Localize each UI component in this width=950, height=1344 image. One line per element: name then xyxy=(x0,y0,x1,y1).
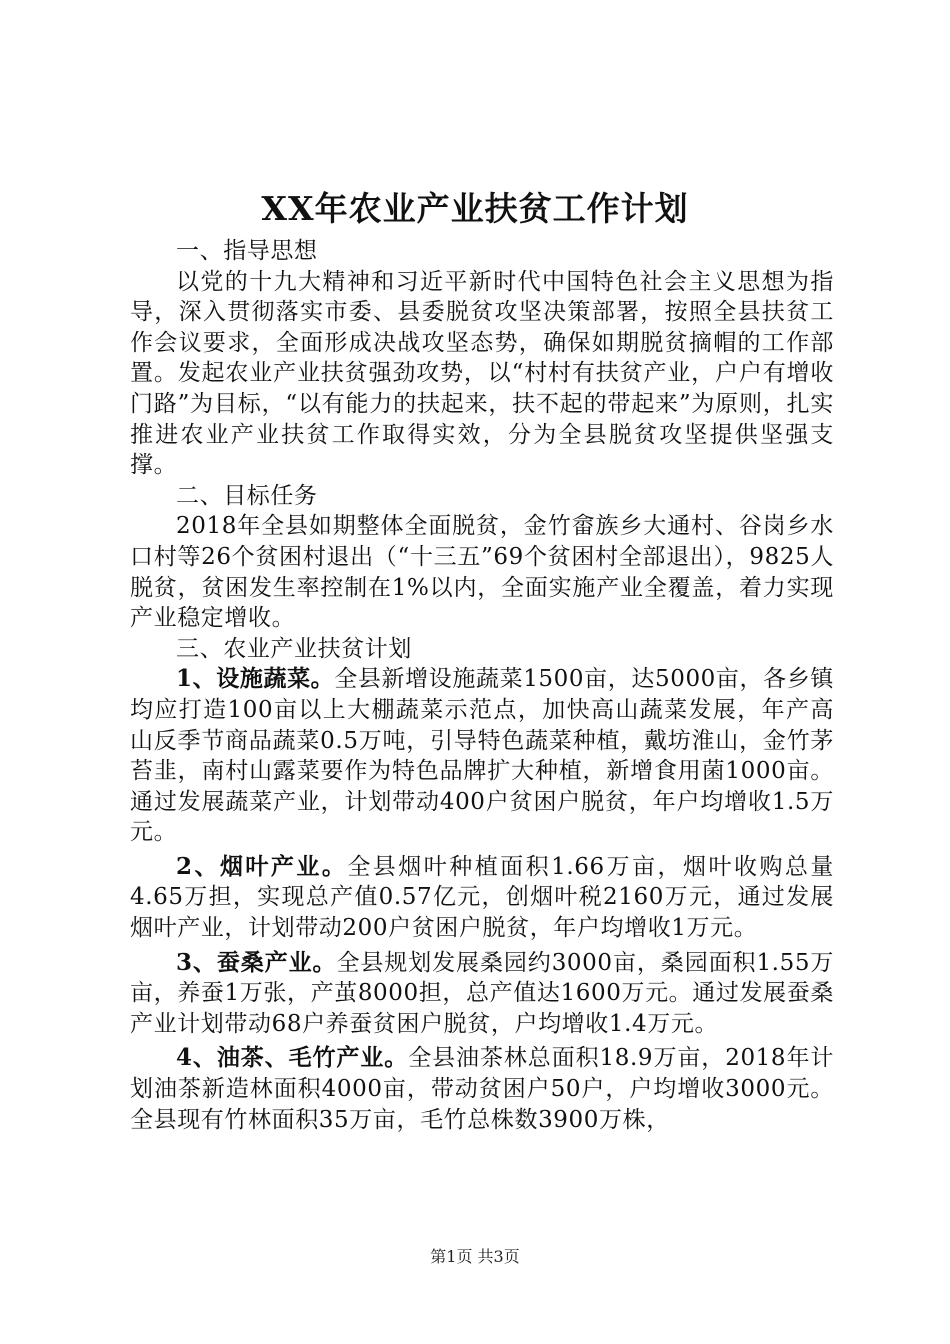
plan-item-vegetables xyxy=(130,664,834,848)
page-footer: 第1页 共3页 xyxy=(430,1247,520,1266)
document-title: XX年农业产业扶贫工作计划 xyxy=(261,189,689,228)
plan-item-text: 全县规划发展桑园约3000亩，桑园面积1.55万亩，养蚕1万张，产茧8000担，总产值达1600万元。通过发展蚕桑产业计划带动68户养蚕贫困户脱贫，户均增收1.4万元。 xyxy=(130,949,834,1037)
paragraph-targets: 2018年全县如期整体全面脱贫，金竹畲族乡大通村、谷岗乡水口村等26个贫困村退出（“十三五”69个贫困村全部退出），9825人脱贫，贫困发生率控制在1%以内，全面实施产业全覆盖，着力实现产业稳定增收。 xyxy=(130,513,834,632)
paragraph-guiding-ideology: 以党的十九大精神和习近平新时代中国特色社会主义思想为指导，深入贯彻落实市委、县委脱贫攻坚决策部署，按照全县扶贫工作会议要求，全面形成决战攻坚态势，确保如期脱贫摘帽的工作部置。发起农业产业扶贫强劲攻势，以“村村有扶贫产业，户户有增收门路”为目标，“以有能力的扶起来，扶不起的带起来”为原则，扎实推进农业产业扶贫工作取得实效，分为全县脱贫攻坚提供坚强支撑。 xyxy=(130,268,834,479)
plan-item-sericulture xyxy=(130,948,834,1040)
section-heading-targets: 二、目标任务 xyxy=(176,482,318,509)
plan-item-text: 全县烟叶种植面积1.66万亩，烟叶收购总量4.65万担，实现总产值0.57亿元，创烟叶税2160万元，通过发展烟叶产业，计划带动200户贫困户脱贫，年户均增收1万元。 xyxy=(130,853,834,942)
plan-item-oil-tea-bamboo xyxy=(130,1043,834,1135)
plan-item-tobacco xyxy=(130,852,834,944)
plan-item-lead: 2、烟叶产业。 xyxy=(176,852,348,880)
document-body xyxy=(130,236,834,1135)
plan-item-lead: 3、蚕桑产业。 xyxy=(176,948,337,976)
plan-item-text: 全县新增设施蔬菜1500亩，达5000亩，各乡镇均应打造100亩以上大棚蔬菜示范点，加快高山蔬菜发展，年产高山反季节商品蔬菜0.5万吨，引导特色蔬菜种植，戴坊淮山，金竹茅苔韭，南村山露菜要作为特色品牌扩大种植，新增食用菌1000亩。通过发展蔬菜产业，计划带动400户贫困户脱贫，年户均增收1.5万元。 xyxy=(130,666,834,846)
plan-item-lead: 1、设施蔬菜。 xyxy=(176,665,335,693)
plan-item-text: 全县油茶林总面积18.9万亩，2018年计划油茶新造林面积4000亩，带动贫困户50户，户均增收3000元。全县现有竹林面积35万亩，毛竹总株数3900万株， xyxy=(130,1045,834,1133)
plan-item-lead: 4、油茶、毛竹产业。 xyxy=(176,1044,409,1072)
section-heading-guiding-ideology: 一、指导思想 xyxy=(176,238,318,264)
section-heading-plan: 三、农业产业扶贫计划 xyxy=(176,635,412,662)
